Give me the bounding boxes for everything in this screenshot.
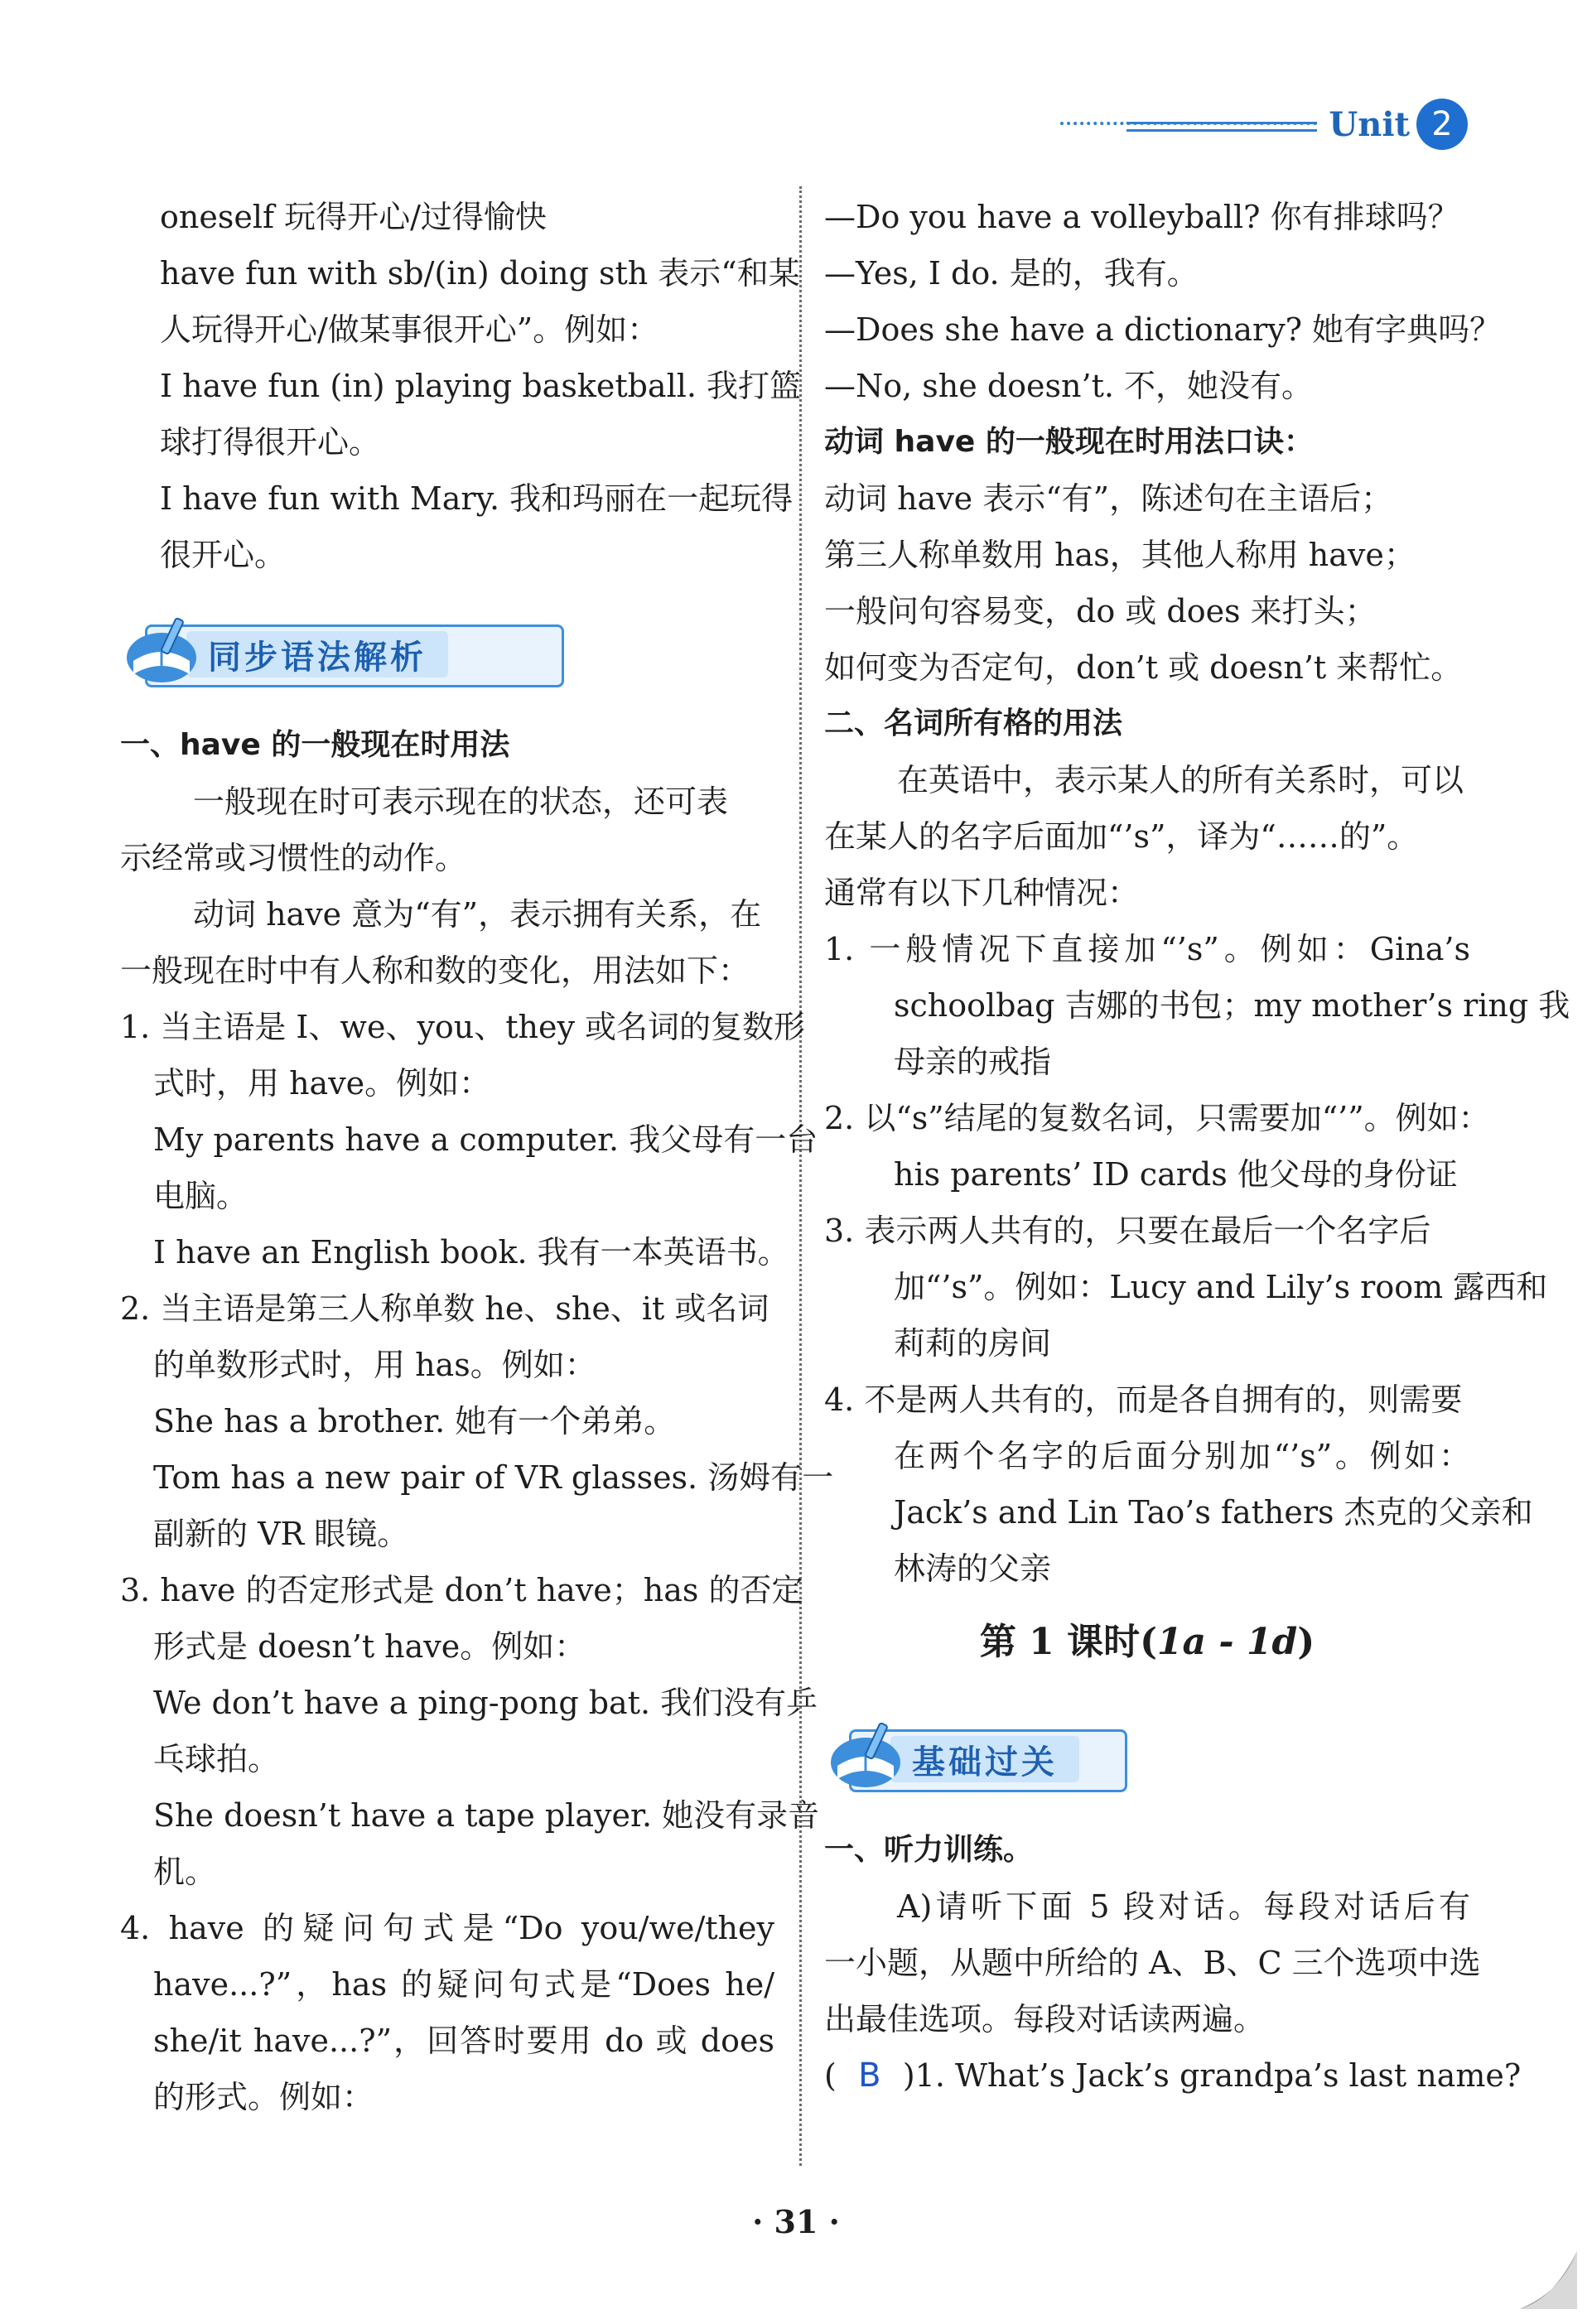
text-line: My parents have a computer. 我父母有一台 <box>153 1121 818 1158</box>
text-line: 式时，用 have。例如： <box>153 1065 491 1102</box>
header-rule <box>1060 118 1317 130</box>
section-banner-basics <box>824 1709 1470 1801</box>
text-line: 乓球拍。 <box>153 1741 280 1777</box>
text-line: 出最佳选项。每段对话读两遍。 <box>824 2001 1266 2037</box>
lesson-title <box>824 1597 1470 1688</box>
text-line: 动词 have 意为“有”，表示拥有关系，在 <box>193 896 762 933</box>
unit-header <box>1060 91 1468 157</box>
text-line: 形式是 doesn’t have。例如： <box>153 1628 586 1665</box>
text-line: she/it have...?”，回答时要用 do 或 does <box>153 2023 774 2059</box>
text-line: 母亲的戒指 <box>894 1044 1052 1080</box>
text-line: A)请听下面 5 段对话。每段对话后有 <box>897 1888 1470 1925</box>
section-title: 二、名词所有格的用法 <box>824 706 1123 740</box>
text-line: have...?”，has 的疑问句式是“Does he/ <box>153 1966 774 2003</box>
text-line: 加“’s”。例如：Lucy and Lily’s room 露西和 <box>894 1269 1548 1305</box>
text-line: 一般现在时中有人称和数的变化，用法如下： <box>120 952 750 989</box>
rhyme-title: 动词 have 的一般现在时用法口诀： <box>824 425 1314 459</box>
column-divider <box>799 186 802 2166</box>
text-line: Jack’s and Lin Tao’s fathers 杰克的父亲和 <box>894 1494 1533 1531</box>
text-line: She doesn’t have a tape player. 她没有录音 <box>153 1797 820 1834</box>
question-1 <box>824 2047 1522 2104</box>
banner-title: 同步语法解析 <box>186 631 448 677</box>
dialog-line: —Do you have a volleyball? 你有排球吗？ <box>824 199 1459 235</box>
text-line: his parents’ ID cards 他父母的身份证 <box>894 1156 1458 1193</box>
question-text: )1. What’s Jack’s grandpa’s last name? <box>902 2057 1522 2094</box>
list-item: 1. 一般情况下直接加“’s”。例如：Gina’s <box>824 931 1470 967</box>
left-column <box>120 189 834 2125</box>
unit-number-badge: 2 <box>1416 99 1468 150</box>
text-line: 球打得很开心。 <box>160 424 381 460</box>
banner-title: 基础过关 <box>890 1736 1079 1782</box>
list-item: 2. 当主语是第三人称单数 he、she、it 或名词 <box>120 1290 769 1327</box>
list-item: 3. have 的否定形式是 don’t have；has 的否定 <box>120 1572 803 1608</box>
text-line: 很开心。 <box>160 537 287 573</box>
list-item: 4. have 的疑问句式是“Do you/we/they <box>120 1910 774 1946</box>
text-line: 在英语中，表示某人的所有关系时，可以 <box>897 762 1464 798</box>
lesson-title-range: 1a - 1d <box>1156 1621 1298 1663</box>
book-pen-icon <box>122 610 201 689</box>
rhyme-line: 动词 have 表示“有”，陈述句在主语后； <box>824 480 1393 517</box>
text-line: schoolbag 吉娜的书包；my mother’s ring 我 <box>894 987 1570 1024</box>
dialog-line: —No, she doesn’t. 不，她没有。 <box>824 368 1314 404</box>
rhyme-line: 如何变为否定句，don’t 或 doesn’t 来帮忙。 <box>824 649 1463 686</box>
text-line: 莉莉的房间 <box>894 1325 1052 1362</box>
text-line: 通常有以下几种情况： <box>824 875 1140 911</box>
text-line: 林涛的父亲 <box>894 1550 1052 1587</box>
text-line: 的单数形式时，用 has。例如： <box>153 1347 596 1383</box>
text-line: I have an English book. 我有一本英语书。 <box>153 1234 789 1270</box>
text-line: I have fun with Mary. 我和玛丽在一起玩得 <box>160 480 794 517</box>
text-line: Tom has a new pair of VR glasses. 汤姆有一 <box>153 1459 834 1496</box>
text-line: 机。 <box>153 1854 217 1890</box>
rhyme-line: 一般问句容易变，do 或 does 来打头； <box>824 593 1377 629</box>
answer-field[interactable]: B <box>858 2056 881 2095</box>
right-column <box>824 189 1570 2104</box>
text-line: 人玩得开心/做某事很开心”。例如： <box>160 311 659 348</box>
text-line: 在两个名字的后面分别加“’s”。例如： <box>894 1438 1470 1474</box>
text-line: 一小题，从题中所给的 A、B、C 三个选项中选 <box>824 1945 1481 1981</box>
list-item: 3. 表示两人共有的，只要在最后一个名字后 <box>824 1213 1431 1249</box>
text-line: 在某人的名字后面加“’s”，译为“……的”。 <box>824 818 1419 855</box>
text-line: I have fun (in) playing basketball. 我打篮 <box>160 368 802 404</box>
dialog-line: —Does she have a dictionary? 她有字典吗？ <box>824 311 1502 348</box>
list-item: 1. 当主语是 I、we、you、they 或名词的复数形 <box>120 1009 806 1045</box>
lesson-title-suffix: ) <box>1297 1621 1315 1663</box>
exercise-title: 一、听力训练。 <box>824 1833 1034 1867</box>
text-line: 的形式。例如： <box>153 2079 374 2115</box>
text-line: have fun with sb/(in) doing sth 表示“和某 <box>160 255 800 292</box>
text-line: oneself 玩得开心/过得愉快 <box>160 199 547 235</box>
section-title: 一、have 的一般现在时用法 <box>120 728 510 762</box>
page-curl-icon <box>1519 2251 1577 2309</box>
lesson-title-prefix: 第 1 课时( <box>979 1621 1157 1663</box>
book-pen-icon <box>826 1714 905 1794</box>
text-line: 电脑。 <box>153 1178 248 1214</box>
text-line: 示经常或习惯性的动作。 <box>120 840 467 876</box>
unit-label: Unit <box>1329 104 1410 144</box>
text-line: 一般现在时可表示现在的状态，还可表 <box>193 784 729 820</box>
list-item: 4. 不是两人共有的，而是各自拥有的，则需要 <box>824 1381 1463 1418</box>
page-number: · 31 · <box>752 2203 840 2240</box>
text-line: She has a brother. 她有一个弟弟。 <box>153 1403 676 1439</box>
list-item: 2. 以“s”结尾的复数名词，只需要加“’”。例如： <box>824 1100 1490 1136</box>
text-line: 副新的 VR 眼镜。 <box>153 1516 409 1552</box>
text-line: We don’t have a ping-pong bat. 我们没有乒 <box>153 1685 818 1721</box>
question-paren: ( <box>824 2057 837 2094</box>
rhyme-line: 第三人称单数用 has，其他人称用 have； <box>824 537 1416 573</box>
section-banner-grammar <box>120 605 774 696</box>
dialog-line: —Yes, I do. 是的，我有。 <box>824 255 1199 292</box>
